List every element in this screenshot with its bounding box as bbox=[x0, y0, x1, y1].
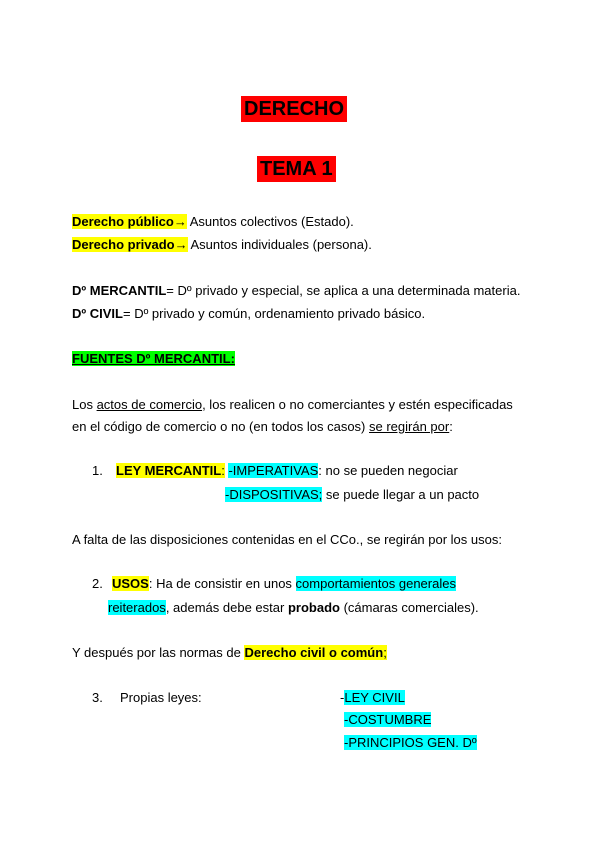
list-item-ley-mercantil: LEY MERCANTIL: -IMPERATIVAS: no se pueden negociar bbox=[116, 463, 458, 478]
term-derecho-privado: Derecho privado bbox=[72, 237, 175, 252]
line-d-mercantil: Dº MERCANTIL= Dº privado y especial, se aplica a una determinada materia. bbox=[72, 283, 521, 298]
paragraph-line-3: A falta de las disposiciones contenidas en el CCo., se regirán por los usos: bbox=[72, 532, 502, 547]
list-number-3: 3. bbox=[92, 690, 103, 705]
term-derecho-publico: Derecho público bbox=[72, 214, 174, 229]
list-item-dispositivas: -DISPOSITIVAS; se puede llegar a un pacto bbox=[225, 487, 480, 502]
list-item-usos: USOS: Ha de consistir en unos comportamientos generales bbox=[112, 576, 456, 591]
arrow-icon: → bbox=[174, 237, 188, 252]
list-number-1: 1. bbox=[92, 463, 103, 478]
list-number-2: 2. bbox=[92, 576, 103, 591]
line-d-civil: Dº CIVIL= Dº privado y común, ordenamiento privado básico. bbox=[72, 306, 426, 321]
paragraph-line-4: Y después por las normas de Derecho civil o común; bbox=[72, 645, 387, 660]
line-derecho-privado: Derecho privado→ Asuntos individuales (persona). bbox=[72, 237, 372, 252]
source-ley-civil: -LEY CIVIL bbox=[340, 690, 405, 705]
paragraph-line-1: Los actos de comercio, los realicen o no comerciantes y estén especificadas bbox=[72, 397, 513, 412]
paragraph-line-2: en el código de comercio o no (en todos los casos) se regirán por: bbox=[72, 419, 453, 434]
document-subtitle: TEMA 1 bbox=[257, 156, 336, 182]
line-derecho-publico: Derecho público→ Asuntos colectivos (Estado). bbox=[72, 214, 354, 229]
document-title: DERECHO bbox=[241, 96, 347, 122]
source-principios: -PRINCIPIOS GEN. Dº bbox=[344, 735, 477, 750]
section-heading: FUENTES Dº MERCANTIL: bbox=[72, 351, 235, 366]
list-item-usos-cont: reiterados, además debe estar probado (cámaras comerciales). bbox=[108, 600, 479, 615]
list-item-propias-leyes: Propias leyes: bbox=[120, 690, 202, 705]
arrow-icon: → bbox=[173, 214, 187, 229]
source-costumbre: -COSTUMBRE bbox=[344, 712, 432, 727]
